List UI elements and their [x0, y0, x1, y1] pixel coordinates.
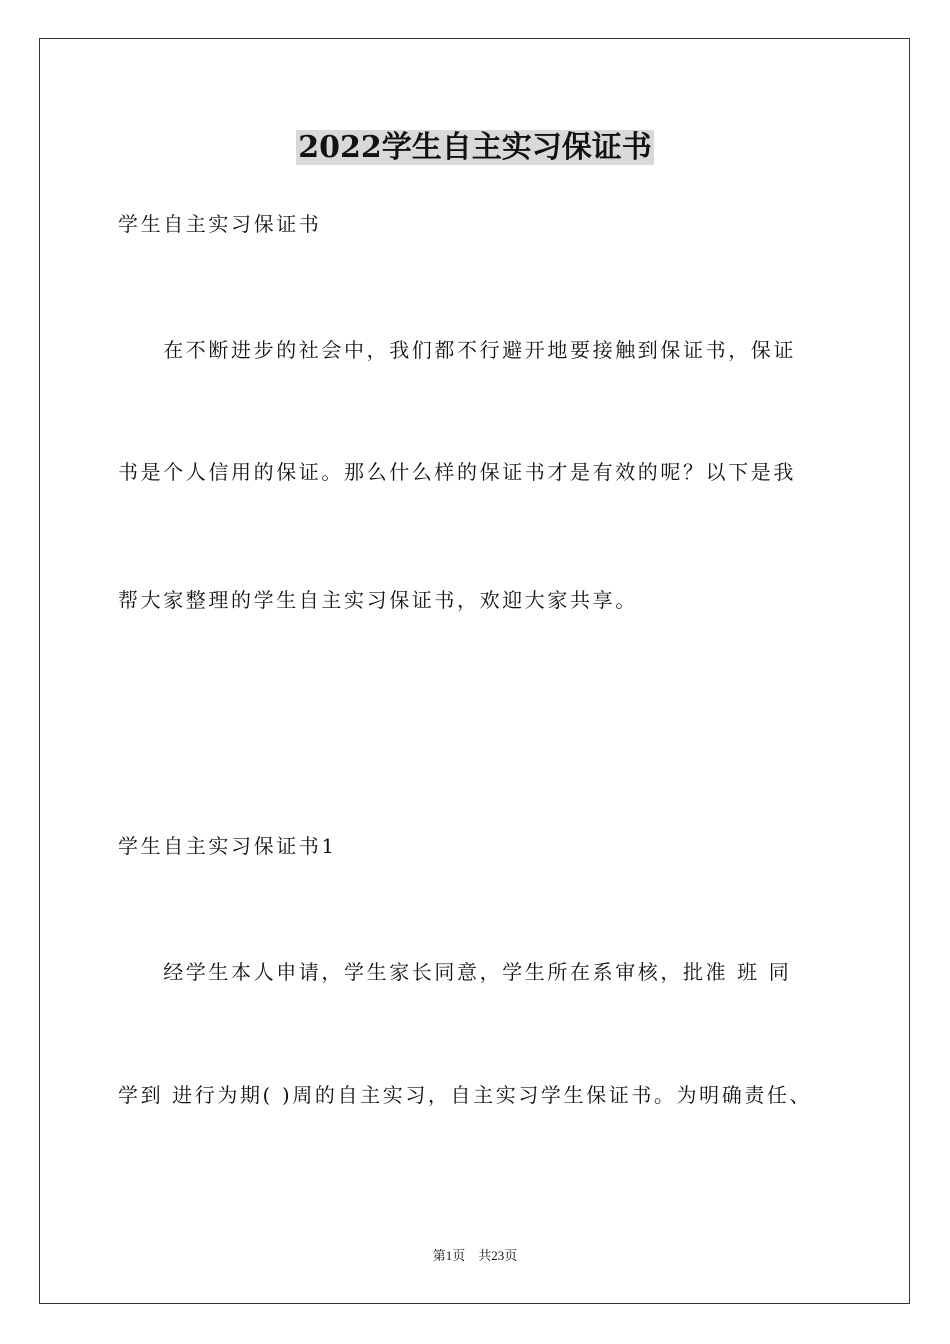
paragraph-line: 经学生本人申请，学生家长同意，学生所在系审核，批准 班 同 — [118, 960, 792, 984]
paragraph-line: 书是个人信用的保证。那么什么样的保证书才是有效的呢？以下是我 — [118, 460, 796, 484]
subtitle-line: 学生自主实习保证书 — [118, 212, 322, 236]
document-title-text: 2022学生自主实习保证书 — [298, 130, 652, 165]
document-title — [0, 126, 950, 170]
paragraph-line: 学到 进行为期( )周的自主实习，自主实习学生保证书。为明确责任、 — [118, 1083, 813, 1107]
section-heading: 学生自主实习保证书1 — [118, 834, 337, 858]
page-footer: 第1页 共23页 — [432, 1248, 518, 1263]
paragraph-line: 帮大家整理的学生自主实习保证书，欢迎大家共享。 — [118, 588, 638, 612]
paragraph-line: 在不断进步的社会中，我们都不行避开地要接触到保证书，保证 — [118, 338, 796, 362]
